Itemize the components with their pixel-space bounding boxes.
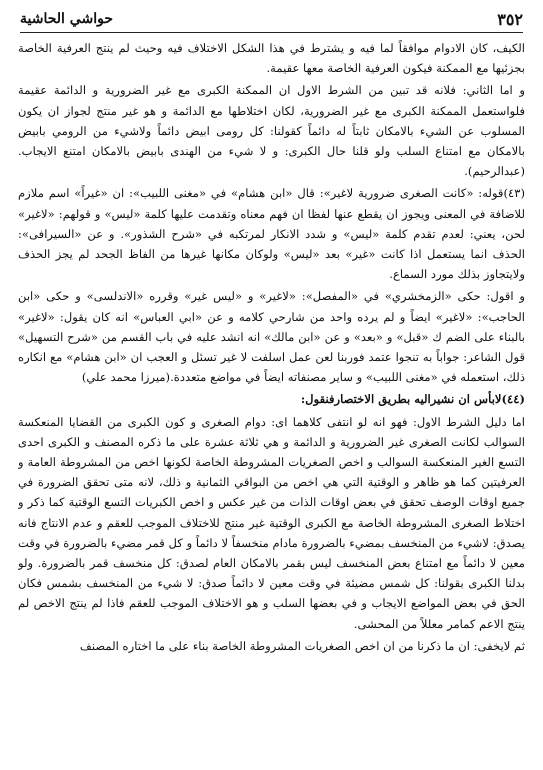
paragraph: الكيف، كان الادوام موافقاً لما فيه و يشترط في هذا الشكل الاختلاف فيه وحيث لم ينتج العرفية الخاصة بجزئيها مع الممكنة فيكون العرفية الخاصة معها عقيمة. (18, 41, 525, 76)
section-heading: (٤٤)لابأس ان نشيراليه بطريق الاختصارفنقول: (300, 392, 525, 407)
paragraph: (٤٣)قوله: «كانت الصغرى ضرورية لاغير»: قال «ابن هشام» في «مغنى اللبيب»: ان «غيراً» اسم ملازم للاضافة في المعنى ويجوز ان يقطع عنها لفظا ان فهم معناه وتقدمت عليها كلمة «ليس» و قولهم: «لاغير» لحن، يعني: لعدم تقدم كلمة «ليس» و شدد الانكار لمرتكبه في «شرح الشذور». و عن «السيرافى»: الحذف انما يستعمل اذا كانت «غير» بعد «ليس» ولوكان مكانها غيرها من الفاظ الجحد لم يجز الحذف ولايتجاوز بذلك مورد السماع. (18, 186, 525, 282)
page-number: ٣٥٢ (497, 9, 523, 29)
paragraph: اما دليل الشرط الاول: فهو انه لو انتفى كلاهما اى: دوام الصغرى و كون الكبرى من القضايا المنعكسة السوالب لكانت الصغرى غير الضرورية و الدائمة و هي ثلاثة عشرة على ما ذكره المصنف و الكبرى احدى التسع الغير المنعكسة السوالب و اخص الصغريات المشروطة الخاصة لكونها اخص من المشروطة العامة و العرفيتين كما هو ظاهر و الوقتية التي هي اخص من البواقي الثمانية و ذلك، لانه متى تحقق الضرورة في جميع اوقات الوصف تحقق في بعض اوقات الذات من غير عكس و اخص الكبريات التسع الوقتية كما ذكر و اختلاط الصغرى المشروطة الخاصة مع الكبرى الوقتية غير منتج للاختلاف الموجب للعقم و عدم الانتاج فانه يصدق: لاشيء من المنخسف بمضيء بالضرورة مادام منخسفاً لا دائماً و كل قمر مضيء بالضرورة في وقت معين لا دائماً مع امتناع بعض المنخسف ليس بقمر بالامكان العام لصدق: كل منخسف قمر بالضرورة. ولو بدلنا الكبرى بقولنا: كل شمس مضيئة في وقت معين لا دائماً صدق: لا شيء من المنخسف بشمس فكان الحق في بعض المواضع الايجاب و في بعضها السلب و هو الاختلاف الموجب للعقم فاذا لم ينتج الاخص لم ينتج الاعم كمامر معللاً من المحشى. (18, 414, 525, 631)
page-header (20, 8, 523, 30)
header-rule (20, 32, 523, 33)
running-title: حواشي الحاشية (20, 11, 113, 27)
paragraph: و اما الثاني: فلانه قد تبين من الشرط الاول ان الممكنة الكبرى مع غير الضرورية و الدائمة عقيمة فلواستعمل الممكنة الكبرى مع غير الضرورية، لكان اختلاطها مع الدائمة و هو غير منتج لجواز ان يكون المسلوب عن الشيء بالامكان ثابتاً له دائماً كقولنا: كل رومى ابيض دائماً ولاشيء من الرومي بابيض بالامكان مع امتناع السلب ولو قلنا حال الكبرى: و لا شيء من الهندى بابيض بالامكان امتنع الايجاب. (عبدالرحيم). (18, 83, 525, 179)
page-body (18, 38, 525, 758)
paragraph: و اقول: حكى «الزمخشري» في «المفصل»: «لاغير» و «ليس غير» وقرره «الاندلسى» و حكى «ابن الحاجب»: «لاغير» ايضاً و لم يرده واحد من شارحي كلامه و عن «ابي العباس» انه كان يقول: «لاغير» بالبناء على الضم ك «قبل» و «بعد» و عن «ابن مالك» انه انشد عليه في باب القسم من «شرح التسهيل» قول الشاعر: جواباً به تنجوا عتمد فوربنا لعن عمل اسلفت لا غير تسئل و العجب ان «ابن هشام» مع انكاره ذلك، استعمله في «مغنى اللبيب» و ساير مصنفاته ايضاً في مواضع متعددة.(ميرزا محمد علي) (18, 289, 525, 385)
paragraph: ثم لايخفى: ان ما ذكرنا من ان اخص الصغريات المشروطة الخاصة بناء على ما اختاره المصنف (79, 638, 525, 653)
